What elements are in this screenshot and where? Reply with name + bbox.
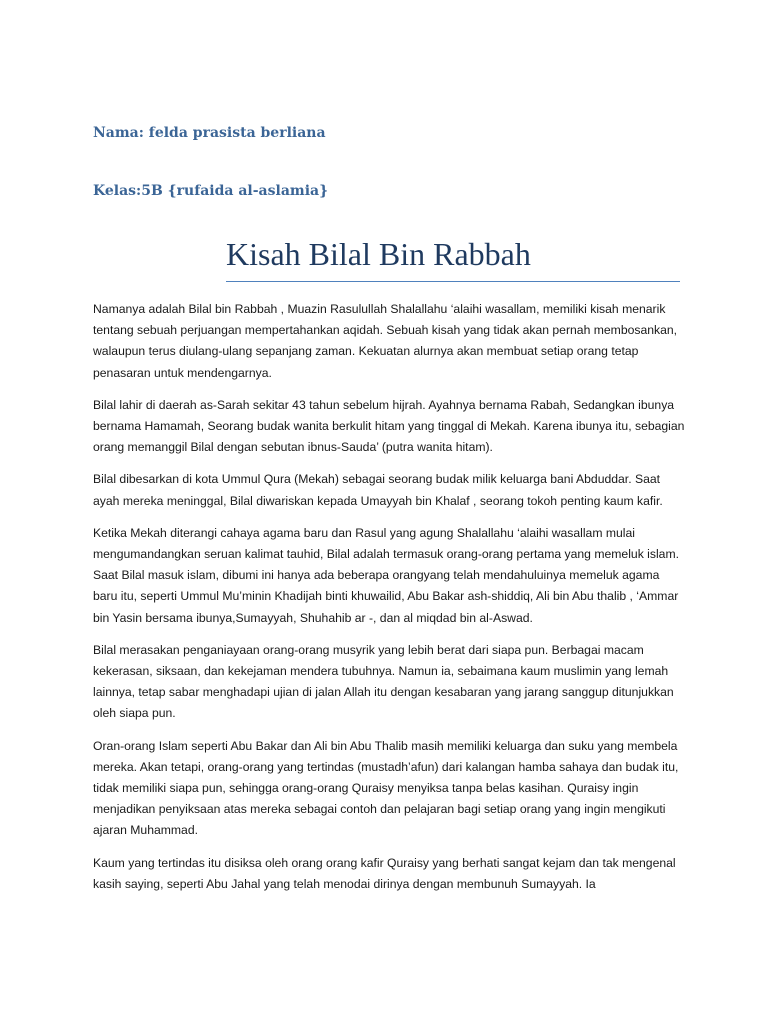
paragraph: Bilal dibesarkan di kota Ummul Qura (Mekah) sebagai seorang budak milik keluarga bani Abduddar. Saat ayah mereka meninggal, Bilal diwariskan kepada Umayyah bin Khalaf , seorang tokoh penting kaum kafir. <box>93 472 663 508</box>
student-name: Nama: felda prasista berliana <box>93 125 326 141</box>
paragraph: Bilal merasakan penganiayaan orang-orang musyrik yang lebih berat dari siapa pun. Berbagai macam kekerasan, siksaan, dan kekejaman mendera tubuhnya. Namun ia, sebaimana kaum muslimin yang lemah lainnya, tetap sabar menghadapi ujian di jalan Allah itu dengan kesabaran yang jarang sanggup ditunjukkan oleh siapa pun. <box>93 642 674 721</box>
document-title: Kisah Bilal Bin Rabbah <box>226 236 531 272</box>
document-body <box>93 299 685 906</box>
paragraph: Bilal lahir di daerah as-Sarah sekitar 43 tahun sebelum hijrah. Ayahnya bernama Rabah, Sedangkan ibunya bernama Hamamah, Seorang budak wanita berkulit hitam yang tinggal di Mekah. Karena ibunya itu, sebagian orang memanggil Bilal dengan sebutan ibnus-Sauda’ (putra wanita hitam). <box>93 397 685 455</box>
paragraph: Namanya adalah Bilal bin Rabbah , Muazin Rasulullah Shalallahu ‘alaihi wasallam, memiliki kisah menarik tentang sebuah perjuangan mempertahankan aqidah. Sebuah kisah yang tidak akan pernah membosankan, walaupun terus diulang-ulang sepanjang zaman. Kekuatan alurnya akan membuat setiap orang tetap penasaran untuk mendengarnya. <box>93 302 678 380</box>
paragraph: Ketika Mekah diterangi cahaya agama baru dan Rasul yang agung Shalallahu ‘alaihi wasallam mulai mengumandangkan seruan kalimat tauhid, Bilal adalah termasuk orang-orang pertama yang memeluk islam. Saat Bilal masuk islam, dibumi ini hanya ada beberapa orangyang telah mendahuluinya memeluk agama baru itu, seperti Ummul Mu’minin Khadijah binti khuwailid, Abu Bakar ash-shiddiq, Ali bin Abu thalib , ‘Ammar bin Yasin bersama ibunya,Sumayyah, Shuhahib ar -, dan al miqdad bin al-Aswad. <box>93 525 679 625</box>
paragraph: Kaum yang tertindas itu disiksa oleh orang orang kafir Quraisy yang berhati sangat kejam dan tak mengenal kasih saying, seperti Abu Jahal yang telah menodai dirinya dengan membunuh Sumayyah. Ia <box>93 855 676 891</box>
paragraph: Oran-orang Islam seperti Abu Bakar dan Ali bin Abu Thalib masih memiliki keluarga dan suku yang membela mereka. Akan tetapi, orang-orang yang tertindas (mustadh’afun) dari kalangan hamba sahaya dan budak itu, tidak memiliki siapa pun, sehingga orang-orang Quraisy menyiksa tanpa belas kasihan. Quraisy ingin menjadikan penyiksaan atas mereka sebagai contoh dan pelajaran bagi setiap orang yang ingin mengikuti ajaran Muhammad. <box>93 738 679 838</box>
student-class: Kelas:5B {rufaida al-aslamia} <box>93 183 329 199</box>
title-underline <box>226 281 680 282</box>
